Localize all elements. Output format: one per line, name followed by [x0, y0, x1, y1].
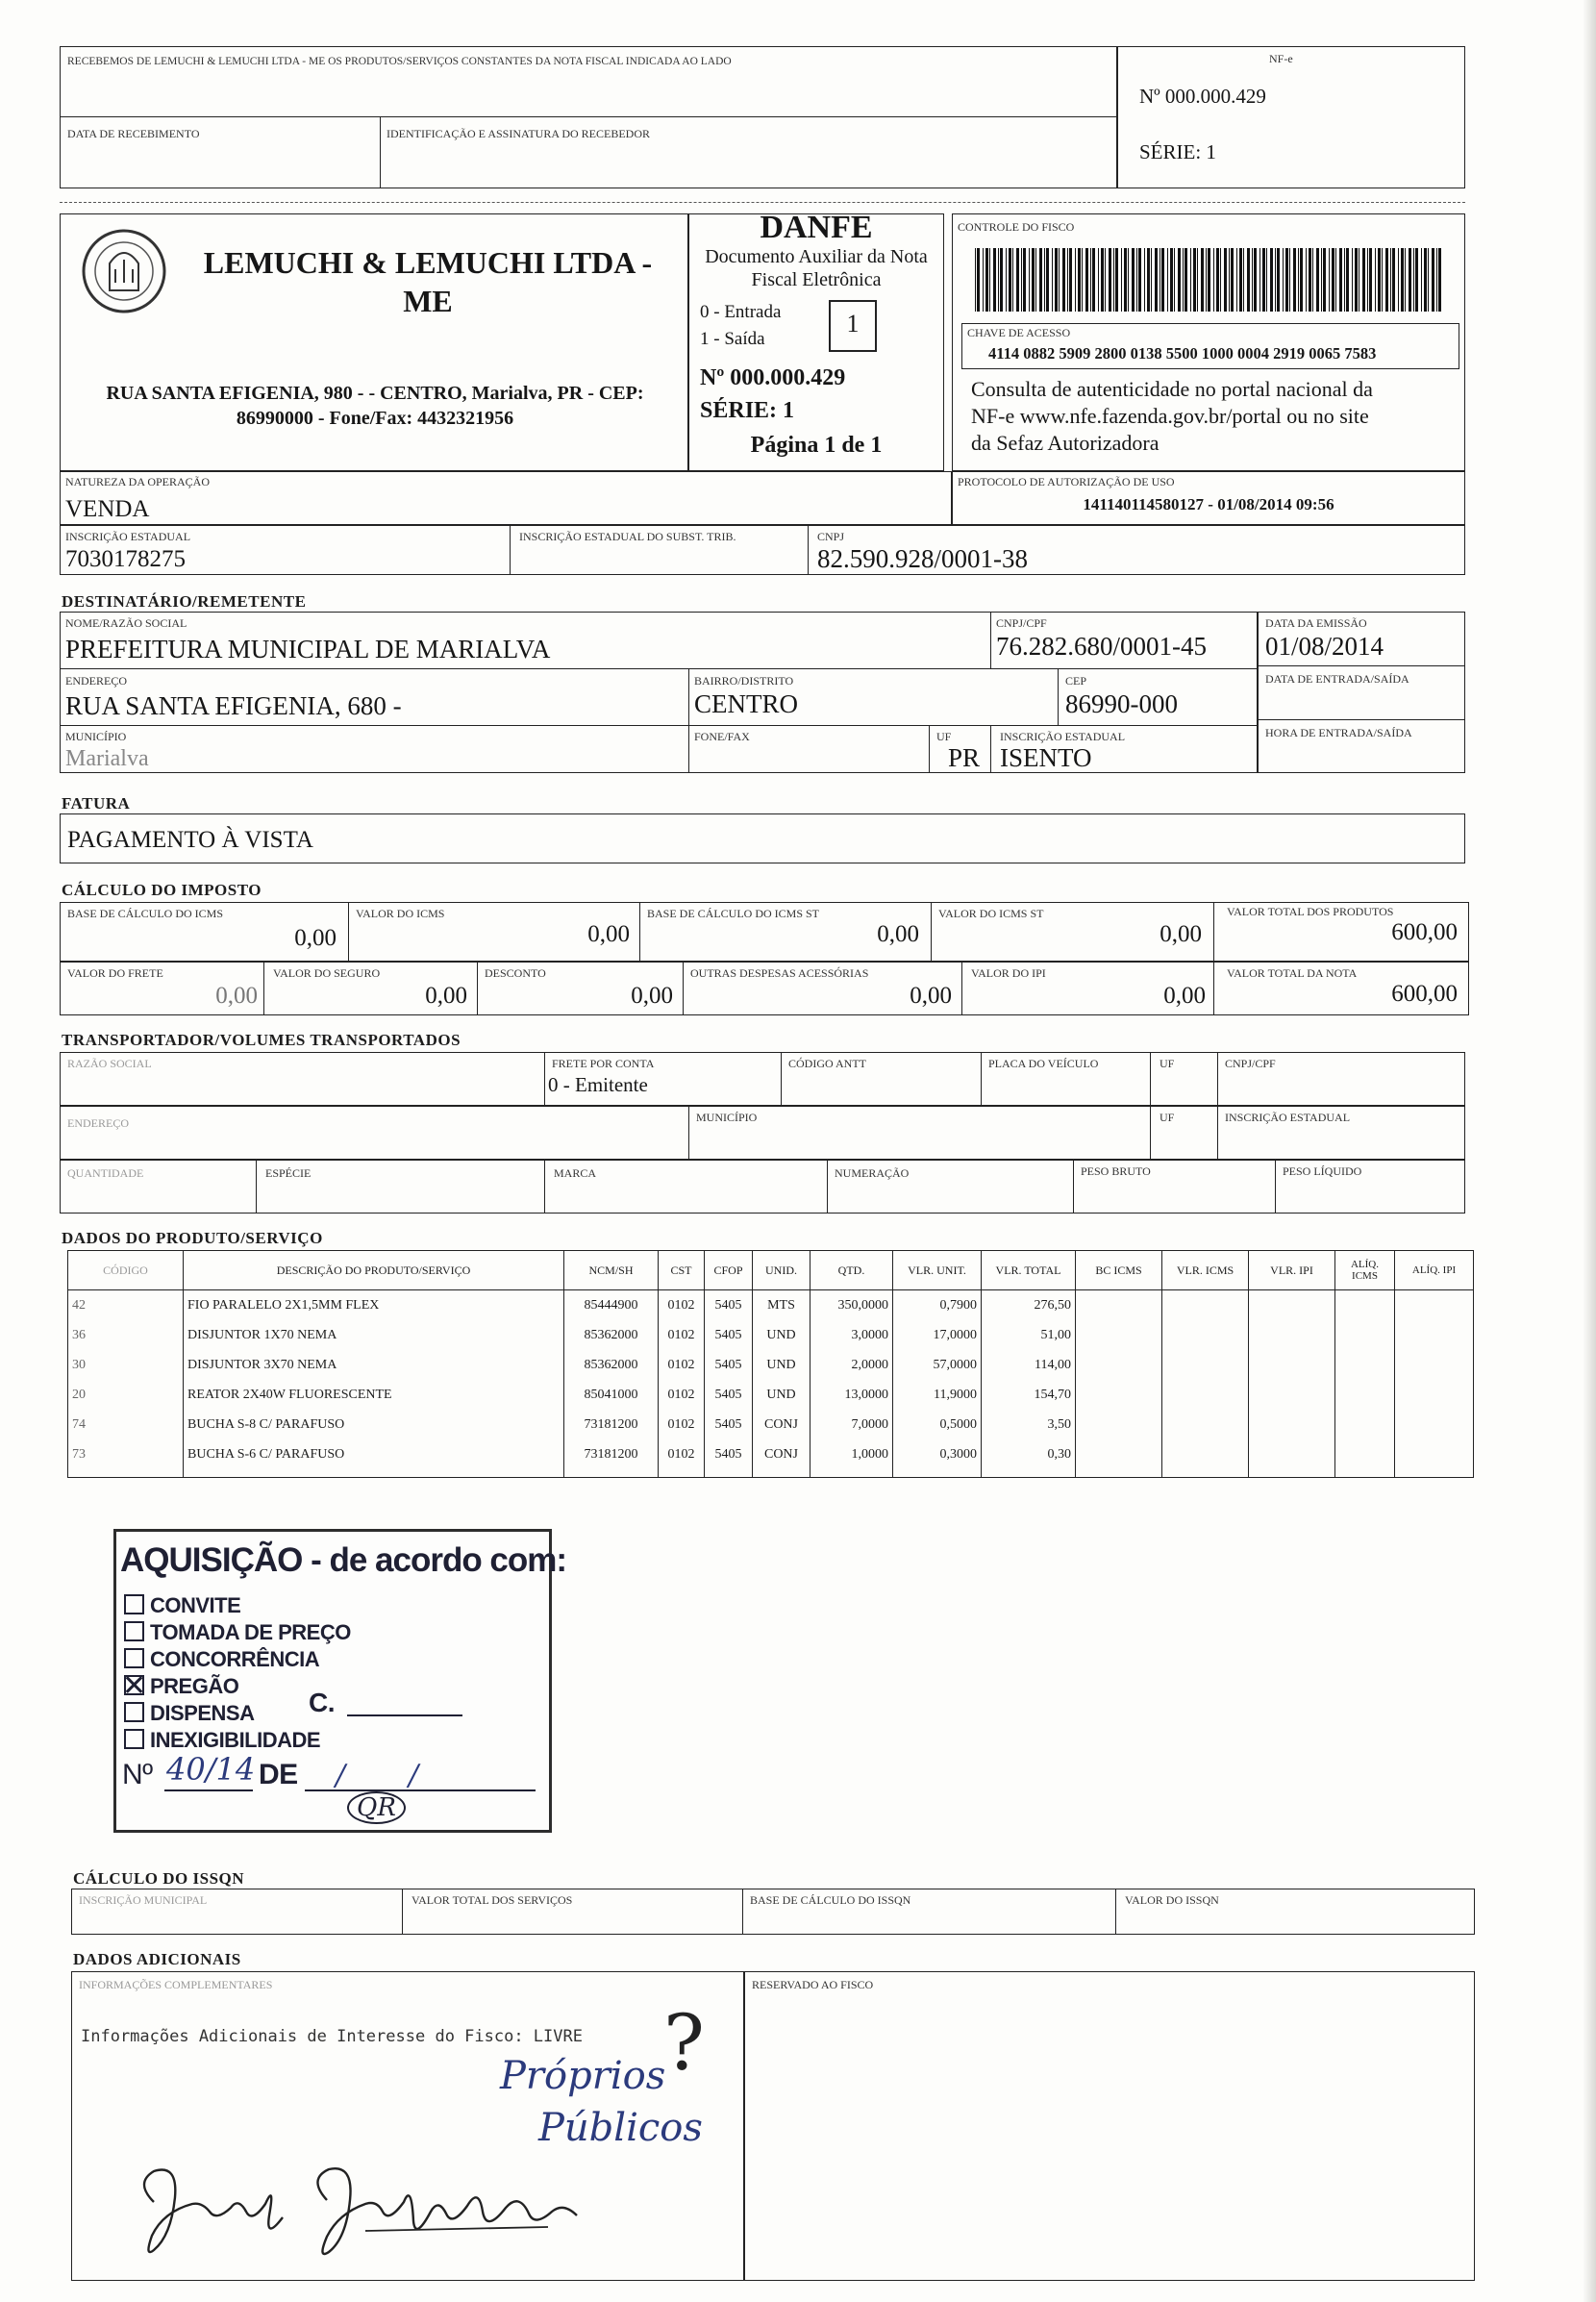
table-cell	[1162, 1410, 1249, 1439]
checkbox-icon	[124, 1594, 144, 1614]
canhoto-nfe-box	[1117, 46, 1465, 188]
table-cell	[1076, 1350, 1162, 1380]
table-row	[68, 1439, 1474, 1469]
table-cell: 57,0000	[893, 1350, 982, 1380]
table-row	[68, 1380, 1474, 1410]
canhoto-recebemos: RECEBEMOS DE LEMUCHI & LEMUCHI LTDA - ME OS PRODUTOS/SERVIÇOS CONSTANTES DA NOTA FISCAL INDICADA AO LADO	[67, 56, 732, 67]
table-cell: 3,50	[982, 1410, 1076, 1439]
ipi-label: VALOR DO IPI	[971, 966, 1046, 980]
natureza-valor: VENDA	[65, 496, 150, 522]
issqn-inscricao-label: INSCRIÇÃO MUNICIPAL	[79, 1893, 208, 1907]
identificacao-label: IDENTIFICAÇÃO E ASSINATURA DO RECEBEDOR	[387, 127, 651, 140]
signature-icon	[125, 2144, 586, 2269]
chave-acesso: 4114 0882 5909 2800 0138 5500 1000 0004 2919 0065 7583	[988, 344, 1377, 363]
table-cell: DISJUNTOR 3X70 NEMA	[184, 1350, 564, 1380]
canhoto-serie: SÉRIE: 1	[1139, 140, 1216, 163]
col-unid: UNID.	[753, 1251, 810, 1290]
danfe-saida: 1 - Saída	[700, 329, 765, 349]
canhoto-numero: Nº 000.000.429	[1139, 85, 1266, 108]
table-cell	[1335, 1320, 1395, 1350]
transp-peso-bruto-label: PESO BRUTO	[1081, 1164, 1151, 1178]
consulta-linha3: da Sefaz Autorizadora	[971, 431, 1160, 455]
table-cell: BUCHA S-6 C/ PARAFUSO	[184, 1439, 564, 1469]
table-cell	[1395, 1290, 1474, 1321]
total-nota: 600,00	[1391, 981, 1458, 1007]
col-vlr-ipi: VLR. IPI	[1249, 1251, 1335, 1290]
bc-icms-label: BASE DE CÁLCULO DO ICMS	[67, 907, 224, 920]
chave-label: CHAVE DE ACESSO	[967, 326, 1071, 339]
issqn-total-label: VALOR TOTAL DOS SERVIÇOS	[411, 1893, 573, 1907]
emitente-nome2: ME	[403, 284, 453, 318]
table-row	[68, 1320, 1474, 1350]
table-cell	[1076, 1439, 1162, 1469]
dest-uf: PR	[948, 743, 981, 772]
stamp-opt-pregao: PREGÃO	[124, 1674, 238, 1699]
table-cell	[1249, 1410, 1335, 1439]
stamp-c-label: C.	[309, 1688, 335, 1717]
bc-st: 0,00	[877, 921, 919, 947]
table-cell: DISJUNTOR 1X70 NEMA	[184, 1320, 564, 1350]
transp-antt-label: CÓDIGO ANTT	[788, 1057, 866, 1070]
issqn-base-label: BASE DE CÁLCULO DO ISSQN	[750, 1893, 911, 1907]
destinatario-section: DESTINATÁRIO/REMETENTE	[62, 592, 307, 611]
table-cell: 0102	[659, 1410, 705, 1439]
table-cell: FIO PARALELO 2X1,5MM FLEX	[184, 1290, 564, 1321]
table-cell: 0102	[659, 1380, 705, 1410]
dest-nome-label: NOME/RAZÃO SOCIAL	[65, 616, 187, 630]
nfe-label: NF-e	[1269, 52, 1293, 65]
danfe-pagina: Página 1 de 1	[750, 433, 883, 458]
anotacao-publicos: Públicos	[538, 2106, 703, 2150]
table-cell: 74	[68, 1410, 184, 1439]
stamp-opt-concorrencia: CONCORRÊNCIA	[124, 1647, 319, 1672]
barcode-icon	[975, 248, 1446, 312]
table-cell: 85041000	[564, 1380, 659, 1410]
table-cell	[1395, 1350, 1474, 1380]
anotacao-interrogacao: ?	[663, 1998, 705, 2088]
emitente-endereco: RUA SANTA EFIGENIA, 980 - - CENTRO, Marialva, PR - CEP:	[106, 383, 644, 404]
total-prod-label: VALOR TOTAL DOS PRODUTOS	[1227, 905, 1394, 918]
produtos-table	[67, 1250, 1474, 1478]
emitente-logo-icon	[79, 223, 170, 319]
dest-cnpj-label: CNPJ/CPF	[996, 616, 1047, 630]
natureza-label: NATUREZA DA OPERAÇÃO	[65, 475, 211, 488]
table-cell: 114,00	[982, 1350, 1076, 1380]
table-cell: 13,0000	[810, 1380, 893, 1410]
table-cell: 85444900	[564, 1290, 659, 1321]
table-cell: 20	[68, 1380, 184, 1410]
table-cell: 30	[68, 1350, 184, 1380]
table-cell	[1162, 1320, 1249, 1350]
transp-municipio-label: MUNICÍPIO	[696, 1111, 758, 1124]
dest-hora-label: HORA DE ENTRADA/SAÍDA	[1265, 726, 1412, 739]
table-cell: 0102	[659, 1320, 705, 1350]
cnpj-emitente-valor: 82.590.928/0001-38	[817, 544, 1028, 573]
produtos-section: DADOS DO PRODUTO/SERVIÇO	[62, 1229, 323, 1247]
issqn-section: CÁLCULO DO ISSQN	[73, 1869, 245, 1888]
total-prod: 600,00	[1391, 919, 1458, 945]
table-cell: CONJ	[753, 1439, 810, 1469]
transp-frete-label: FRETE POR CONTA	[552, 1057, 655, 1070]
transp-especie-label: ESPÉCIE	[265, 1166, 312, 1180]
table-cell: REATOR 2X40W FLUORESCENTE	[184, 1380, 564, 1410]
table-cell: 42	[68, 1290, 184, 1321]
table-cell: 154,70	[982, 1380, 1076, 1410]
transp-endereco-label: ENDEREÇO	[67, 1116, 129, 1130]
transp-uf-label: UF	[1160, 1057, 1175, 1070]
frete: 0,00	[215, 983, 258, 1009]
stamp-de-label: DE	[259, 1759, 298, 1790]
table-row	[68, 1290, 1474, 1321]
transp-marca-label: MARCA	[554, 1166, 597, 1180]
checkbox-checked-icon	[124, 1675, 144, 1695]
table-cell: 11,9000	[893, 1380, 982, 1410]
table-cell: 7,0000	[810, 1410, 893, 1439]
stamp-opt-inexigibilidade: INEXIGIBILIDADE	[124, 1728, 320, 1753]
table-cell	[1335, 1410, 1395, 1439]
info-texto: Informações Adicionais de Interesse do Fisco: LIVRE	[81, 2027, 583, 2046]
danfe-subtitulo: Documento Auxiliar da Nota	[705, 246, 928, 267]
table-cell: 5405	[705, 1380, 753, 1410]
protocolo-valor: 141140114580127 - 01/08/2014 09:56	[1083, 495, 1334, 513]
table-cell	[1335, 1350, 1395, 1380]
table-cell	[1395, 1410, 1474, 1439]
dest-municipio-label: MUNICÍPIO	[65, 730, 127, 743]
table-cell: UND	[753, 1350, 810, 1380]
dest-fone-label: FONE/FAX	[694, 730, 750, 743]
col-codigo: CÓDIGO	[68, 1251, 184, 1290]
table-cell: UND	[753, 1380, 810, 1410]
icms-st: 0,00	[1160, 921, 1202, 947]
transp-peso-liquido-label: PESO LÍQUIDO	[1283, 1164, 1362, 1178]
dest-nome: PREFEITURA MUNICIPAL DE MARIALVA	[65, 635, 551, 663]
dest-ie: ISENTO	[1000, 743, 1092, 772]
adicionais-section: DADOS ADICIONAIS	[73, 1950, 241, 1968]
table-cell: 0,7900	[893, 1290, 982, 1321]
transp-uf2-label: UF	[1160, 1111, 1175, 1124]
table-cell	[1249, 1320, 1335, 1350]
table-cell	[1335, 1380, 1395, 1410]
col-vlr-total: VLR. TOTAL	[982, 1251, 1076, 1290]
dest-emissao: 01/08/2014	[1265, 632, 1384, 661]
inscricao-box	[60, 525, 1465, 575]
col-aliq-icms: ALÍQ. ICMS	[1335, 1251, 1395, 1290]
table-cell	[1395, 1380, 1474, 1410]
outras: 0,00	[910, 983, 952, 1009]
table-cell: 5405	[705, 1410, 753, 1439]
stamp-slash-1: /	[336, 1759, 346, 1792]
anotacao-proprios: Próprios	[500, 2054, 666, 2098]
transp-cnpj-label: CNPJ/CPF	[1225, 1057, 1276, 1070]
dest-municipio: Marialva	[65, 746, 149, 771]
reservado-label: RESERVADO AO FISCO	[752, 1978, 874, 1991]
stamp-opt-convite: CONVITE	[124, 1593, 240, 1618]
imposto-section: CÁLCULO DO IMPOSTO	[62, 881, 262, 899]
table-cell	[1395, 1320, 1474, 1350]
table-cell	[1076, 1320, 1162, 1350]
dest-ie-label: INSCRIÇÃO ESTADUAL	[1000, 730, 1126, 743]
seguro-label: VALOR DO SEGURO	[273, 966, 381, 980]
table-cell: 3,0000	[810, 1320, 893, 1350]
table-cell	[1076, 1380, 1162, 1410]
table-cell: 85362000	[564, 1350, 659, 1380]
transp-ie-label: INSCRIÇÃO ESTADUAL	[1225, 1111, 1351, 1124]
icms-label: VALOR DO ICMS	[356, 907, 445, 920]
stamp-slash-2: /	[409, 1759, 419, 1792]
emitente-nome: LEMUCHI & LEMUCHI LTDA -	[203, 245, 653, 280]
table-cell: 2,0000	[810, 1350, 893, 1380]
col-vlr-icms: VLR. ICMS	[1162, 1251, 1249, 1290]
dest-uf-label: UF	[936, 730, 952, 743]
table-cell	[1162, 1380, 1249, 1410]
protocolo-label: PROTOCOLO DE AUTORIZAÇÃO DE USO	[958, 475, 1175, 488]
table-cell: 0102	[659, 1439, 705, 1469]
table-cell: 36	[68, 1320, 184, 1350]
stamp-numero-label: Nº	[122, 1759, 153, 1790]
table-row	[68, 1410, 1474, 1439]
transportador-section: TRANSPORTADOR/VOLUMES TRANSPORTADOS	[62, 1031, 461, 1049]
table-cell	[1162, 1290, 1249, 1321]
dest-cep-label: CEP	[1065, 674, 1087, 688]
table-cell: 0,5000	[893, 1410, 982, 1439]
produtos-header-row	[68, 1251, 1474, 1290]
danfe-serie: SÉRIE: 1	[700, 398, 795, 423]
stamp-opt-dispensa: DISPENSA	[124, 1701, 254, 1726]
dest-cep: 86990-000	[1065, 689, 1178, 718]
table-cell: 85362000	[564, 1320, 659, 1350]
table-cell: MTS	[753, 1290, 810, 1321]
table-cell	[1249, 1439, 1335, 1469]
desconto: 0,00	[631, 983, 673, 1009]
fatura-valor: PAGAMENTO À VISTA	[67, 827, 313, 853]
table-cell: 0102	[659, 1350, 705, 1380]
issqn-valor-label: VALOR DO ISSQN	[1125, 1893, 1219, 1907]
col-aliq-ipi: ALÍQ. IPI	[1395, 1251, 1474, 1290]
dest-endereco-label: ENDEREÇO	[65, 674, 127, 688]
col-vlr-unit: VLR. UNIT.	[893, 1251, 982, 1290]
seguro: 0,00	[425, 983, 467, 1009]
stamp-rubrica: QR	[347, 1791, 406, 1824]
bc-st-label: BASE DE CÁLCULO DO ICMS ST	[647, 907, 820, 920]
table-cell: 17,0000	[893, 1320, 982, 1350]
table-cell	[1395, 1439, 1474, 1469]
outras-label: OUTRAS DESPESAS ACESSÓRIAS	[690, 966, 869, 980]
table-cell	[1249, 1290, 1335, 1321]
aquisicao-stamp	[113, 1529, 567, 1833]
table-cell: 73181200	[564, 1439, 659, 1469]
dest-bairro-label: BAIRRO/DISTRITO	[694, 674, 794, 688]
table-cell: 73181200	[564, 1410, 659, 1439]
table-cell	[1335, 1439, 1395, 1469]
table-cell	[1249, 1380, 1335, 1410]
table-cell	[1076, 1410, 1162, 1439]
table-cell: 350,0000	[810, 1290, 893, 1321]
transp-razao-label: RAZÃO SOCIAL	[67, 1057, 152, 1070]
consulta-linha1: Consulta de autenticidade no portal nacional da	[971, 377, 1373, 401]
checkbox-icon	[124, 1621, 144, 1641]
table-cell	[1162, 1350, 1249, 1380]
cnpj-emitente-label: CNPJ	[817, 530, 845, 543]
bc-icms: 0,00	[294, 925, 337, 951]
frete-label: VALOR DO FRETE	[67, 966, 163, 980]
danfe-subtitulo2: Fiscal Eletrônica	[751, 269, 882, 290]
page-edge	[1583, 0, 1596, 2302]
table-row	[68, 1350, 1474, 1380]
reservado-box	[744, 1971, 1475, 2281]
fatura-section: FATURA	[62, 794, 131, 813]
stamp-opt-tomada: TOMADA DE PREÇO	[124, 1620, 351, 1645]
info-label: INFORMAÇÕES COMPLEMENTARES	[79, 1978, 273, 1991]
table-cell: 51,00	[982, 1320, 1076, 1350]
transp-frete: 0 - Emitente	[548, 1073, 648, 1096]
emitente-endereco2: 86990000 - Fone/Fax: 4432321956	[236, 408, 514, 429]
danfe-numero: Nº 000.000.429	[700, 365, 846, 390]
table-cell: 5405	[705, 1290, 753, 1321]
table-cell: 73	[68, 1439, 184, 1469]
ie-valor: 7030178275	[65, 546, 186, 572]
col-cst: CST	[659, 1251, 705, 1290]
table-cell	[1249, 1350, 1335, 1380]
col-ncm: NCM/SH	[564, 1251, 659, 1290]
checkbox-icon	[124, 1702, 144, 1722]
table-cell: 5405	[705, 1350, 753, 1380]
total-nota-label: VALOR TOTAL DA NOTA	[1227, 966, 1358, 980]
stamp-title: AQUISIÇÃO - de acordo com:	[120, 1541, 567, 1579]
consulta-linha2: NF-e www.nfe.fazenda.gov.br/portal ou no site	[971, 404, 1369, 428]
table-cell: 0102	[659, 1290, 705, 1321]
dest-endereco: RUA SANTA EFIGENIA, 680 -	[65, 691, 402, 720]
col-qtd: QTD.	[810, 1251, 893, 1290]
controle-fisco-label: CONTROLE DO FISCO	[958, 220, 1075, 234]
dest-bairro: CENTRO	[694, 689, 798, 718]
table-cell: 5405	[705, 1320, 753, 1350]
checkbox-icon	[124, 1648, 144, 1668]
transp-placa-label: PLACA DO VEÍCULO	[988, 1057, 1099, 1070]
danfe-entrada: 0 - Entrada	[700, 302, 782, 322]
table-cell: BUCHA S-8 C/ PARAFUSO	[184, 1410, 564, 1439]
table-cell: 0,3000	[893, 1439, 982, 1469]
col-bc-icms: BC ICMS	[1076, 1251, 1162, 1290]
ie-st-label: INSCRIÇÃO ESTADUAL DO SUBST. TRIB.	[519, 530, 736, 543]
desconto-label: DESCONTO	[485, 966, 546, 980]
table-cell	[1162, 1439, 1249, 1469]
table-cell	[1076, 1290, 1162, 1321]
col-cfop: CFOP	[705, 1251, 753, 1290]
data-recebimento-label: DATA DE RECEBIMENTO	[67, 127, 200, 140]
danfe-titulo: DANFE	[760, 210, 873, 245]
table-cell: 0,30	[982, 1439, 1076, 1469]
table-cell: UND	[753, 1320, 810, 1350]
checkbox-icon	[124, 1729, 144, 1749]
icms: 0,00	[587, 921, 630, 947]
ipi: 0,00	[1163, 983, 1206, 1009]
table-cell: CONJ	[753, 1410, 810, 1439]
ie-label: INSCRIÇÃO ESTADUAL	[65, 530, 191, 543]
table-cell: 5405	[705, 1439, 753, 1469]
stamp-numero: 40/14	[166, 1751, 256, 1788]
danfe-tipo: 1	[846, 310, 860, 338]
table-cell: 1,0000	[810, 1439, 893, 1469]
dest-emissao-label: DATA DA EMISSÃO	[1265, 616, 1367, 630]
table-cell	[1335, 1290, 1395, 1321]
transp-numeracao-label: NUMERAÇÃO	[835, 1166, 910, 1180]
dest-entrada-saida-label: DATA DE ENTRADA/SAÍDA	[1265, 672, 1409, 686]
col-descricao: DESCRIÇÃO DO PRODUTO/SERVIÇO	[184, 1251, 564, 1290]
table-cell: 276,50	[982, 1290, 1076, 1321]
icms-st-label: VALOR DO ICMS ST	[938, 907, 1044, 920]
transp-qtd-label: QUANTIDADE	[67, 1166, 144, 1180]
table-filler-row	[68, 1469, 1474, 1478]
dest-cnpj: 76.282.680/0001-45	[996, 632, 1207, 661]
